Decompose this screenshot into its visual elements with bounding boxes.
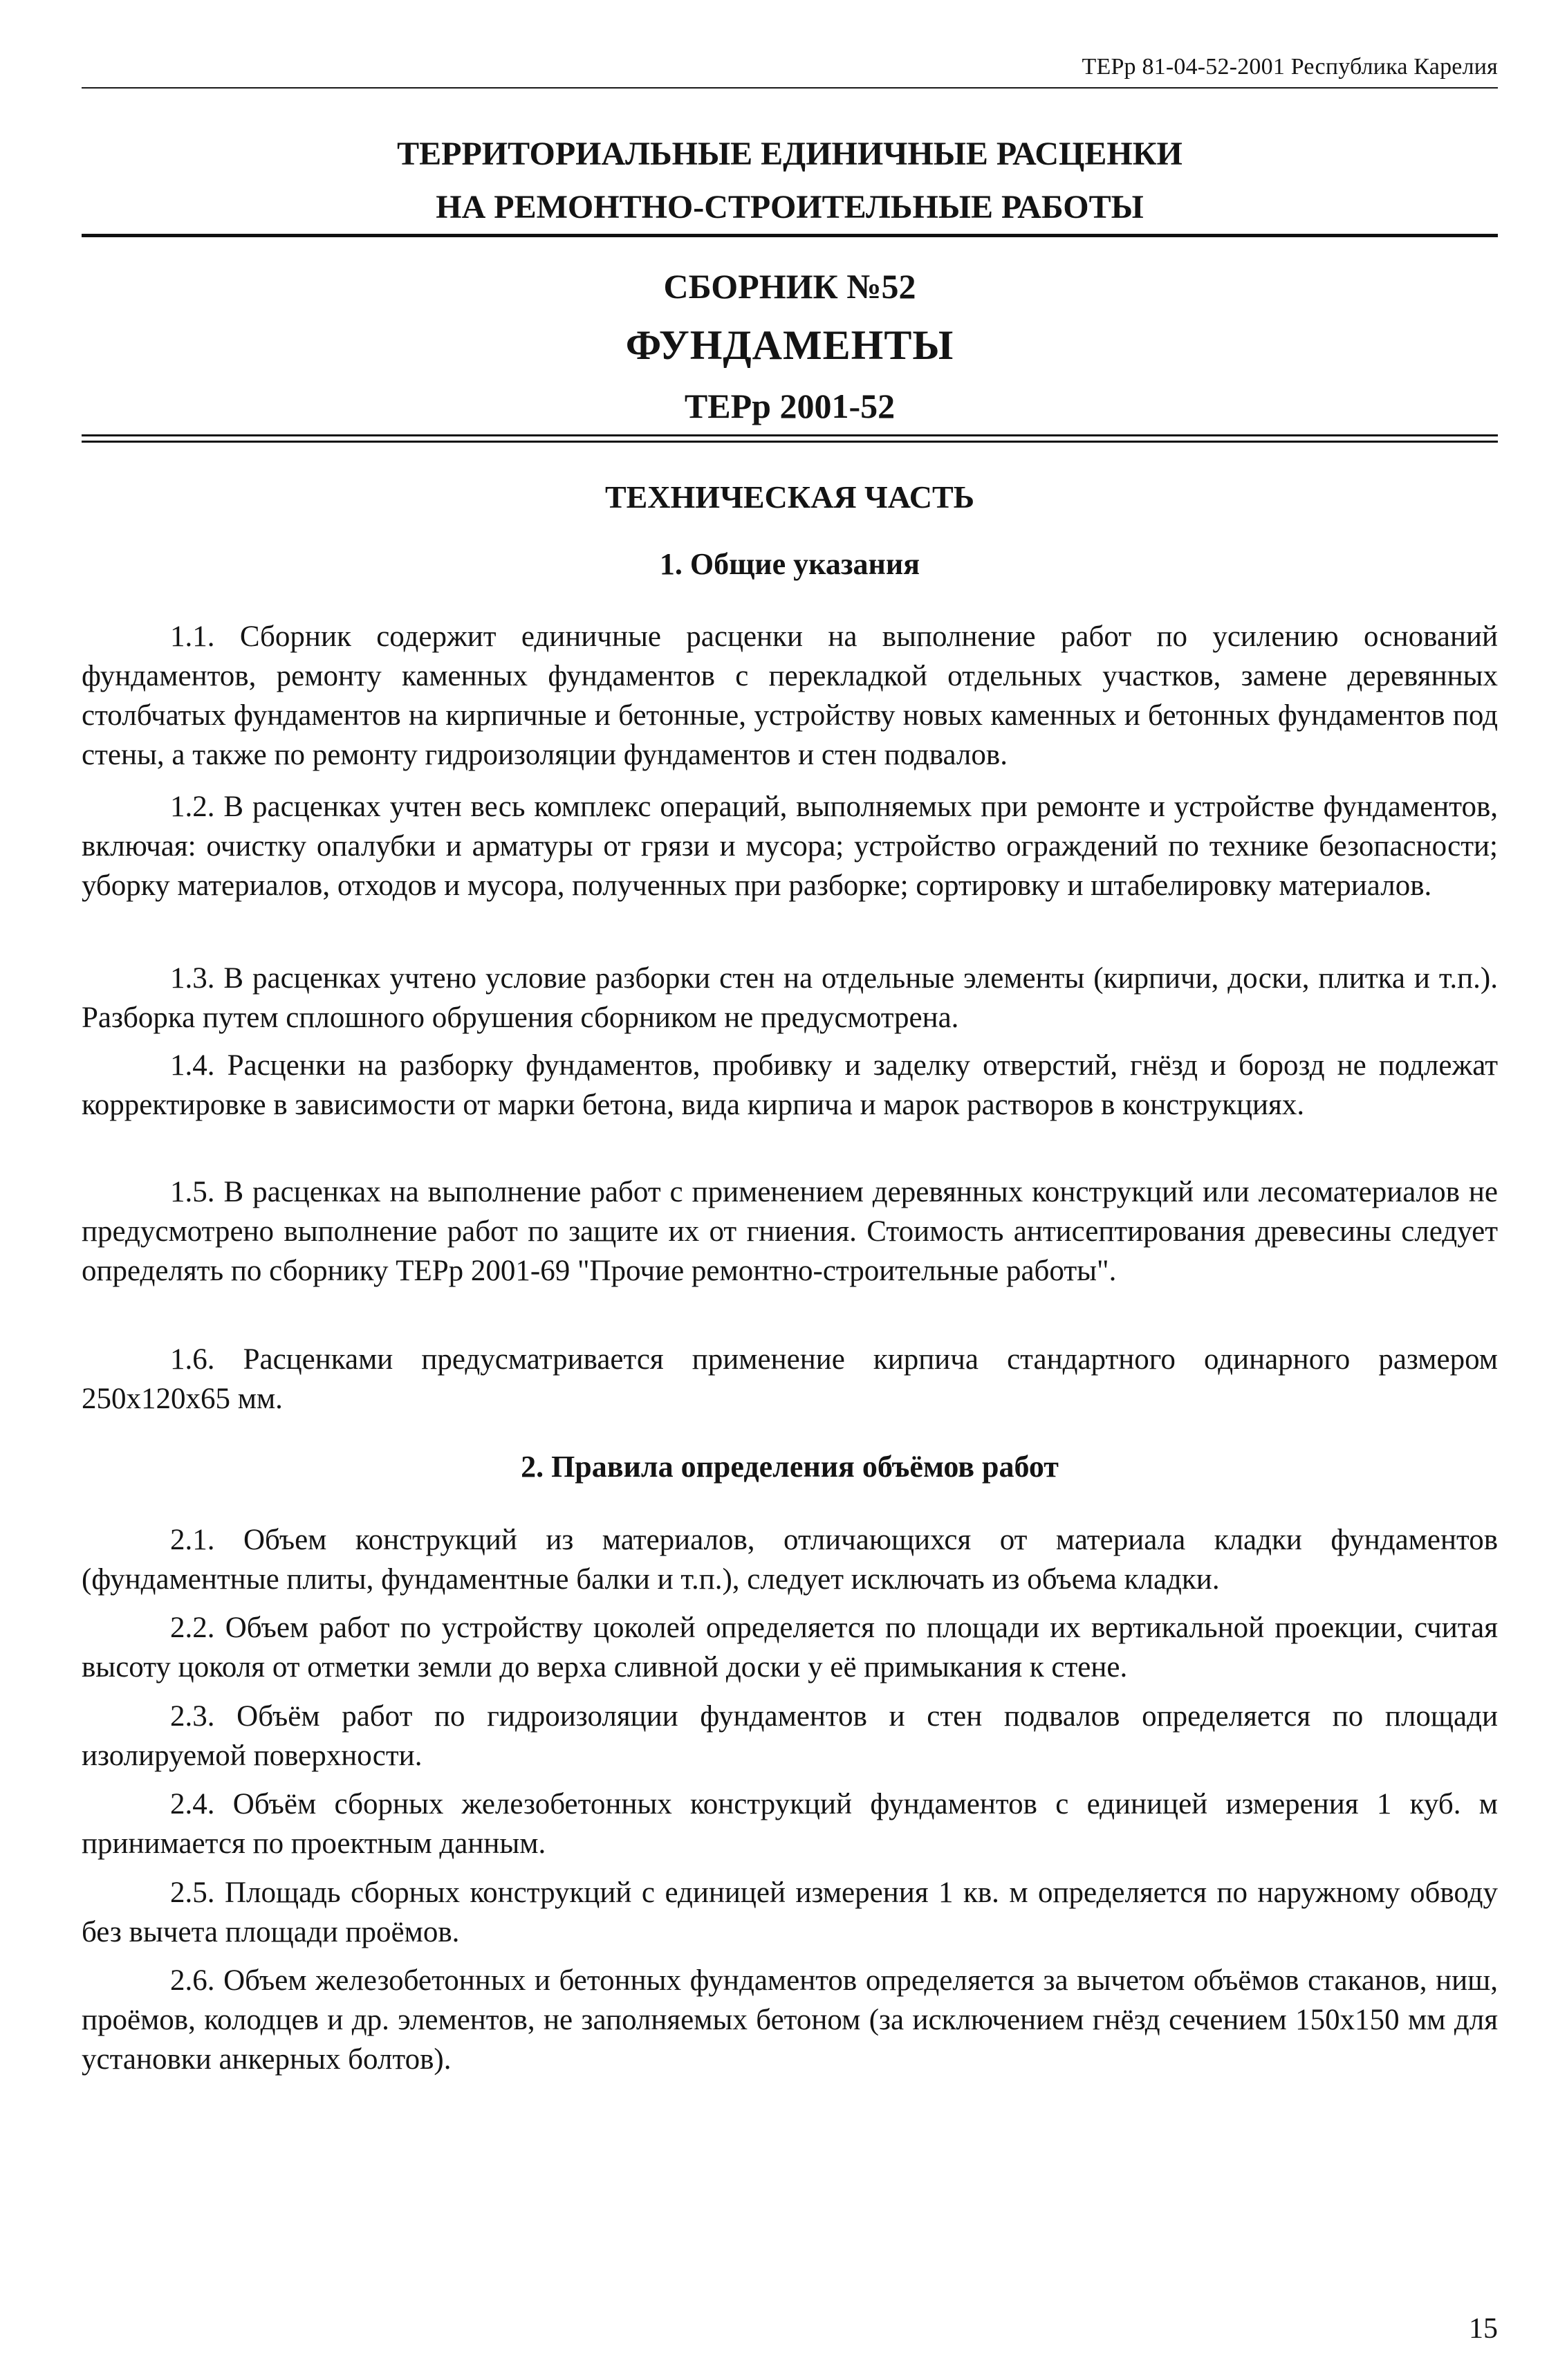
paragraph-1-2: 1.2. В расценках учтен весь комплекс операций, выполняемых при ремонте и устройстве фундаментов, включая: очистку опалубки и арматуры от грязи и мусора; устройство ограждений по технике безопасности; уборку материалов, отходов и мусора, полученных при разборке; сортировку и штабелировку материалов. (82, 791, 1498, 902)
document-title-line-2: НА РЕМОНТНО-СТРОИТЕЛЬНЫЕ РАБОТЫ (436, 189, 1144, 225)
page-number: 15 (1469, 2313, 1498, 2345)
header-rule (82, 87, 1498, 89)
collection-code: ТЕРр 2001-52 (684, 387, 896, 425)
section-1-heading: 1. Общие указания (659, 547, 920, 581)
paragraph-1-6: 1.6. Расценками предусматривается применение кирпича стандартного одинарного размером 250х120х65 мм. (82, 1343, 1498, 1415)
paragraph-2-4: 2.4. Объём сборных железобетонных конструкций фундаментов с единицей измерения 1 куб. м принимается по проектным данным. (82, 1788, 1498, 1860)
paragraph-2-2: 2.2. Объем работ по устройству цоколей определяется по площади их вертикальной проекции, считая высоту цоколя от отметки земли до верха сливной доски у её примыкания к стене. (82, 1612, 1498, 1683)
collection-subject: ФУНДАМЕНТЫ (625, 322, 954, 368)
running-header: ТЕРр 81-04-52-2001 Республика Карелия (1082, 54, 1498, 80)
collection-double-rule (82, 434, 1498, 443)
paragraph-1-1: 1.1. Сборник содержит единичные расценки на выполнение работ по усилению оснований фундаментов, ремонту каменных фундаментов с перекладкой отдельных участков, замене деревянных столбчатых фундаментов на кирпичные и бетонные, устройству новых каменных и бетонных фундаментов под стены, а также по ремонту гидроизоляции фундаментов и стен подвалов. (82, 620, 1498, 771)
paragraph-2-3: 2.3. Объём работ по гидроизоляции фундаментов и стен подвалов определяется по площади изолируемой поверхности. (82, 1700, 1498, 1772)
paragraph-1-3: 1.3. В расценках учтено условие разборки стен на отдельные элементы (кирпичи, доски, плитка и т.п.). Разборка путем сплошного обрушения сборником не предусмотрена. (82, 962, 1498, 1034)
title-rule (82, 234, 1498, 237)
paragraph-1-5: 1.5. В расценках на выполнение работ с применением деревянных конструкций или лесоматериалов не предусмотрено выполнение работ по защите их от гниения. Стоимость антисептирования древесины следует определять по сборнику ТЕРр 2001-69 "Прочие ремонтно-строительные работы". (82, 1176, 1498, 1287)
paragraph-2-1: 2.1. Объем конструкций из материалов, отличающихся от материала кладки фундаментов (фундаментные плиты, фундаментные балки и т.п.), следует исключать из объема кладки. (82, 1524, 1498, 1596)
document-title-line-1: ТЕРРИТОРИАЛЬНЫЕ ЕДИНИЧНЫЕ РАСЦЕНКИ (397, 136, 1183, 172)
collection-number: СБОРНИК №52 (663, 267, 916, 306)
section-2-heading: 2. Правила определения объёмов работ (521, 1450, 1059, 1484)
part-title: ТЕХНИЧЕСКАЯ ЧАСТЬ (604, 479, 975, 515)
paragraph-2-5: 2.5. Площадь сборных конструкций с единицей измерения 1 кв. м определяется по наружному обводу без вычета площади проёмов. (82, 1876, 1498, 1948)
paragraph-1-4: 1.4. Расценки на разборку фундаментов, пробивку и заделку отверстий, гнёзд и борозд не подлежат корректировке в зависимости от марки бетона, вида кирпича и марок растворов в конструкциях. (82, 1049, 1498, 1121)
paragraph-2-6: 2.6. Объем железобетонных и бетонных фундаментов определяется за вычетом объёмов стаканов, ниш, проёмов, колодцев и др. элементов, не заполняемых бетоном (за исключением гнёзд сечением 150х150 мм для установки анкерных болтов). (82, 1964, 1498, 2076)
